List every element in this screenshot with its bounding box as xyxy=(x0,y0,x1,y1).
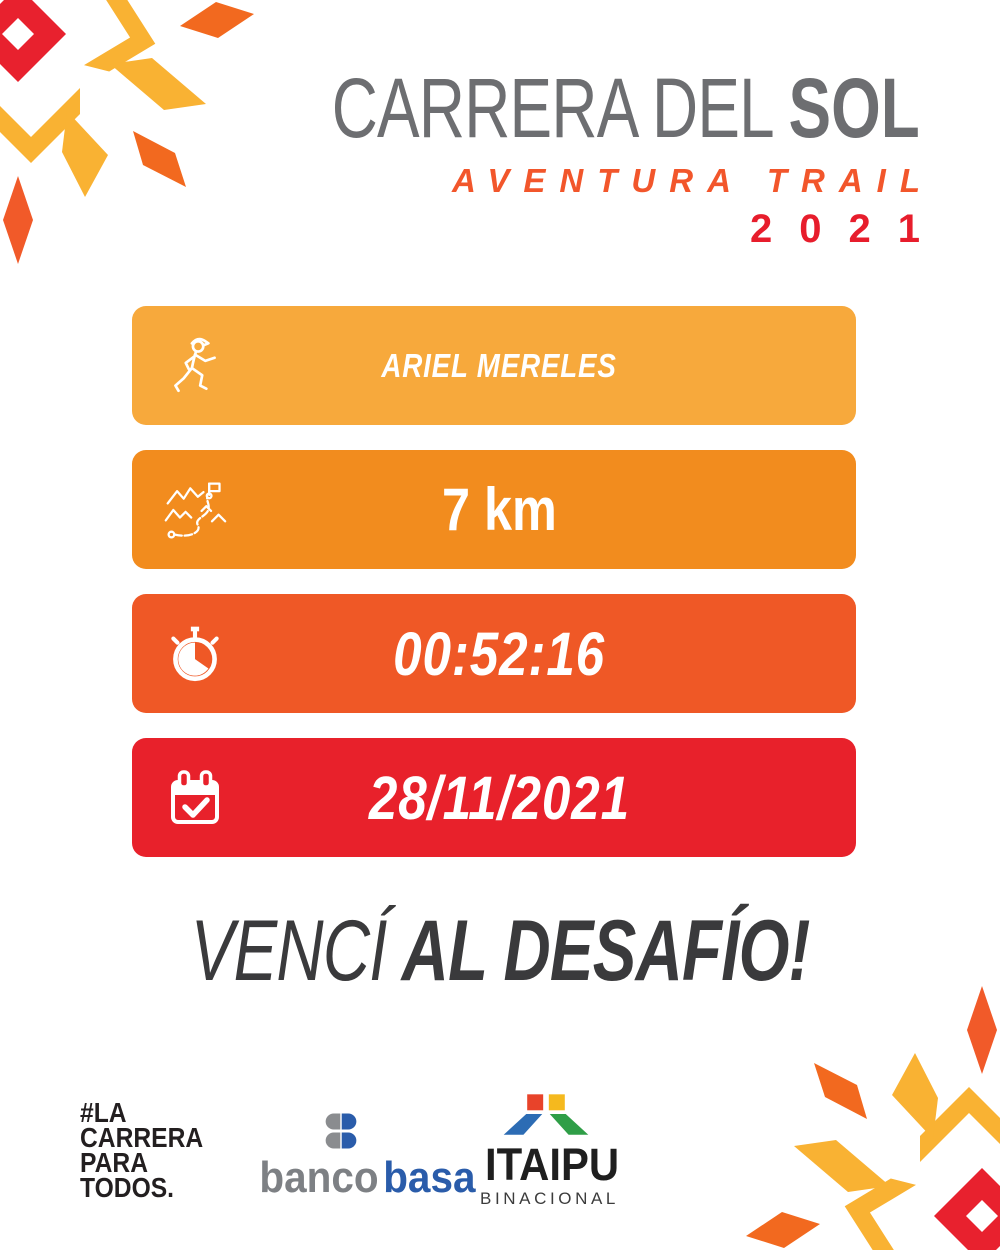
tagline xyxy=(0,903,1000,999)
itaipu-name: ITAIPU xyxy=(485,1139,620,1190)
itaipu-subtitle: BINACIONAL xyxy=(480,1189,619,1208)
banco-basa-wordmark xyxy=(259,1153,476,1202)
basa-word: basa xyxy=(383,1153,476,1202)
sun-motif xyxy=(746,986,1000,1250)
banco-word: banco xyxy=(259,1153,379,1202)
result-bar-runner xyxy=(132,306,856,425)
result-bar-date xyxy=(132,738,856,857)
hashtag-line: CARRERA xyxy=(80,1122,204,1153)
banco-basa-mark-icon xyxy=(321,1112,361,1150)
result-bars xyxy=(132,306,856,857)
hashtag-line: TODOS. xyxy=(80,1172,175,1203)
tagline-bold: AL DESAFÍO! xyxy=(386,903,810,999)
date-value: 28/11/2021 xyxy=(368,763,630,832)
runner-name-value: ARIEL MERELES xyxy=(381,346,617,384)
hashtag-line: PARA xyxy=(80,1147,148,1178)
calendar-check-icon xyxy=(162,765,228,831)
result-bar-distance xyxy=(132,450,856,569)
distance-value: 7 km xyxy=(441,476,557,543)
trail-map-icon xyxy=(162,477,228,543)
header xyxy=(146,61,947,251)
title-regular: CARRERA DEL xyxy=(331,61,772,155)
event-year: 2021 xyxy=(750,207,947,251)
itaipu-logo xyxy=(480,1094,620,1208)
event-subtitle: AVENTURA TRAIL xyxy=(452,162,934,199)
itaipu-mark-icon xyxy=(499,1094,593,1136)
runner-icon xyxy=(162,333,228,399)
result-bar-time xyxy=(132,594,856,713)
stopwatch-icon xyxy=(162,621,228,687)
tagline-light: VENCÍ xyxy=(190,903,387,999)
page-title xyxy=(146,61,920,155)
time-value: 00:52:16 xyxy=(393,619,605,688)
hashtag-line: #LA xyxy=(80,1097,127,1128)
hashtag-block xyxy=(80,1097,220,1203)
title-bold: SOL xyxy=(788,61,920,155)
banco-basa-logo xyxy=(250,1112,476,1202)
